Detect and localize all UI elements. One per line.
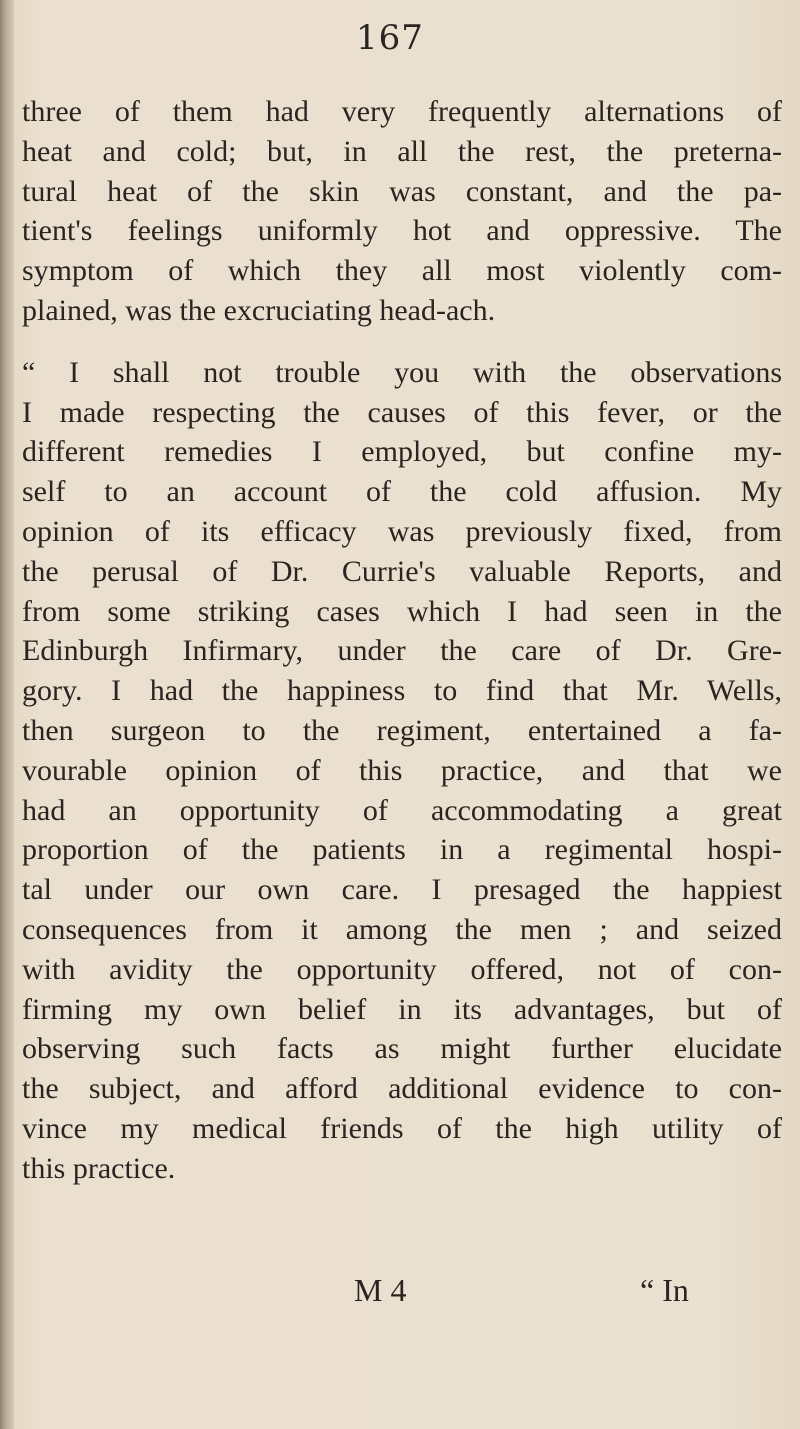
text-line: opinion of its efficacy was previously fixed, from <box>22 514 782 548</box>
text-line: this practice. <box>22 1151 176 1185</box>
text-line: Edinburgh Infirmary, under the care of Dr. Gre- <box>22 634 782 668</box>
text-line: tural heat of the skin was constant, and the pa- <box>22 174 782 208</box>
text-line: symptom of which they all most violently com- <box>22 254 782 288</box>
text-line: firming my own belief in its advantages, but of <box>22 992 782 1026</box>
page-number: 167 <box>356 18 424 58</box>
paragraph-1 <box>22 92 782 331</box>
page-gutter-shadow <box>0 0 14 1429</box>
text-line: then surgeon to the regiment, entertained a fa- <box>22 713 782 747</box>
text-line: proportion of the patients in a regimental hospi- <box>22 833 782 867</box>
text-line: three of them had very frequently alternations of <box>22 95 782 128</box>
signature-mark: M 4 <box>354 1272 407 1308</box>
paragraph-2 <box>22 353 782 1189</box>
text-line: tal under our own care. I presaged the happiest <box>22 873 782 907</box>
text-line: consequences from it among the men ; and seized <box>22 912 782 946</box>
text-line: self to an account of the cold affusion. My <box>22 475 782 509</box>
text-line: observing such facts as might further elucidate <box>22 1032 782 1066</box>
text-line: gory. I had the happiness to find that Mr. Wells, <box>22 674 782 708</box>
text-line: heat and cold; but, in all the rest, the preterna- <box>22 134 782 168</box>
text-line: I made respecting the causes of this fever, or the <box>22 395 782 429</box>
body-text <box>22 92 782 1189</box>
text-line: tient's feelings uniformly hot and oppressive. The <box>22 214 782 248</box>
page-footer <box>0 1272 800 1316</box>
text-line: different remedies I employed, but confine my- <box>22 435 782 469</box>
text-line: the perusal of Dr. Currie's valuable Reports, and <box>22 554 782 588</box>
text-line: vince my medical friends of the high utility of <box>22 1111 782 1145</box>
text-line: vourable opinion of this practice, and that we <box>22 753 782 787</box>
text-line: plained, was the excruciating head-ach. <box>22 293 496 327</box>
text-line: had an opportunity of accommodating a great <box>22 793 782 827</box>
text-line: with avidity the opportunity offered, not of con- <box>22 952 782 986</box>
text-line: from some striking cases which I had seen in the <box>22 594 782 628</box>
text-line: the subject, and afford additional evidence to con- <box>22 1072 782 1106</box>
text-line: “ I shall not trouble you with the observations <box>22 355 782 389</box>
catchword: “ In <box>640 1272 689 1308</box>
